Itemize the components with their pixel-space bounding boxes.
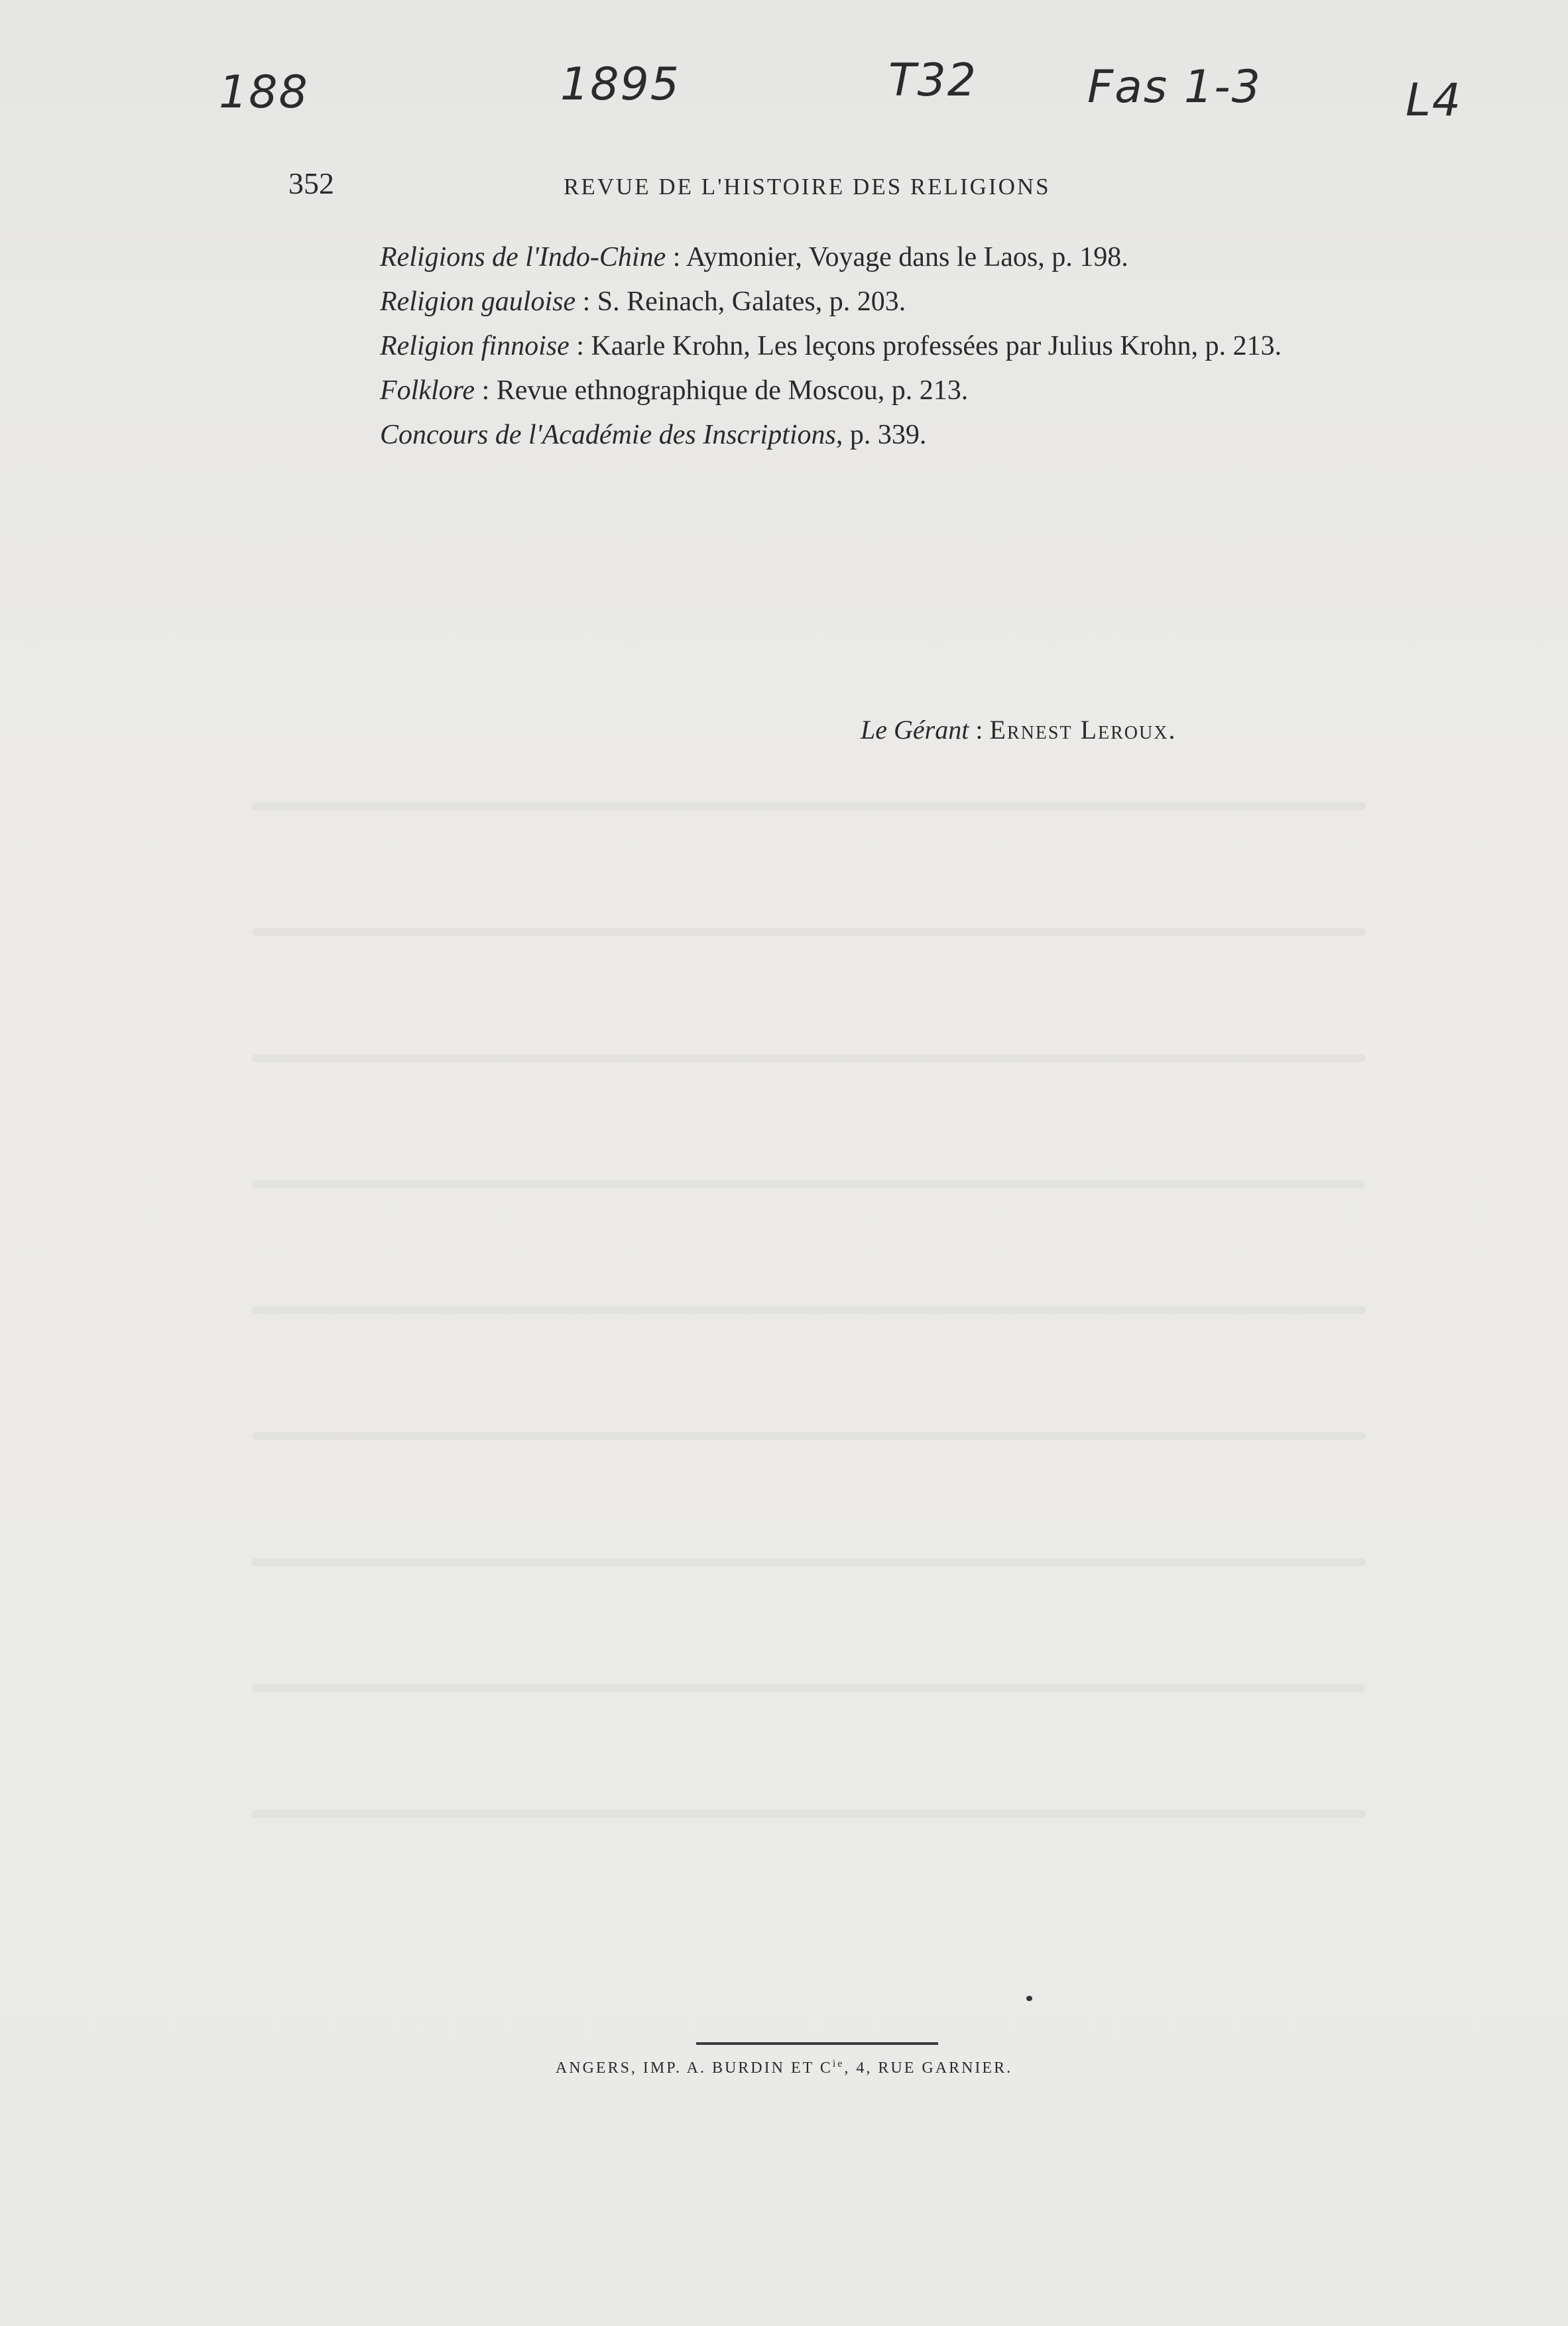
entry: [380, 413, 1374, 458]
bleed-through-line: [252, 1684, 1366, 1692]
entry-category: Concours de l'Académie des Inscriptions: [380, 420, 836, 450]
handwritten-fascicle: Fas 1-3: [1087, 61, 1262, 113]
bleed-through-line: [252, 928, 1366, 936]
signature-role: Le Gérant: [861, 715, 969, 745]
entry: [380, 280, 1374, 324]
bleed-through-line: [252, 1432, 1366, 1440]
entry-category: Religion finnoise: [380, 331, 570, 361]
entry-category: Folklore: [380, 375, 475, 406]
entry-list: [380, 235, 1374, 458]
bleed-through-line: [252, 802, 1366, 810]
printer-imprint: [0, 2058, 1568, 2077]
bleed-through-line: [252, 1558, 1366, 1566]
bleed-through-line: [252, 1810, 1366, 1818]
handwritten-volume: T32: [888, 54, 978, 107]
handwritten-year: 1895: [560, 58, 681, 111]
bleed-through-line: [252, 1306, 1366, 1314]
entry: [380, 235, 1374, 280]
entry: [380, 369, 1374, 413]
running-title: REVUE DE L'HISTOIRE DES RELIGIONS: [564, 174, 1051, 200]
bleed-through-line: [252, 1054, 1366, 1062]
signature-separator: :: [969, 715, 990, 745]
entry-text: , p. 339.: [835, 420, 927, 450]
signature: [861, 714, 1176, 745]
ink-speck: [1026, 1996, 1032, 2001]
footer-rule: [696, 2042, 938, 2045]
handwritten-number: 188: [219, 66, 309, 119]
signature-name: Ernest Leroux.: [989, 715, 1177, 745]
page-number: 352: [288, 166, 334, 200]
entry-text: : Revue ethnographique de Moscou, p. 213.: [475, 375, 969, 406]
entry-text: : Aymonier, Voyage dans le Laos, p. 198.: [666, 242, 1128, 273]
entry-category: Religions de l'Indo-Chine: [380, 242, 666, 273]
handwritten-code: L4: [1406, 74, 1463, 127]
bleed-through-line: [252, 1180, 1366, 1188]
entry-category: Religion gauloise: [380, 286, 576, 317]
entry-text: : Kaarle Krohn, Les leçons professées par Julius Krohn, p. 213.: [569, 331, 1282, 361]
imprint-superscript: ie: [832, 2058, 845, 2069]
imprint-address: , 4, RUE GARNIER.: [844, 2059, 1013, 2077]
entry-text: : S. Reinach, Galates, p. 203.: [575, 286, 906, 317]
imprint-text: ANGERS, IMP. A. BURDIN ET C: [555, 2059, 833, 2077]
entry: [380, 324, 1374, 369]
